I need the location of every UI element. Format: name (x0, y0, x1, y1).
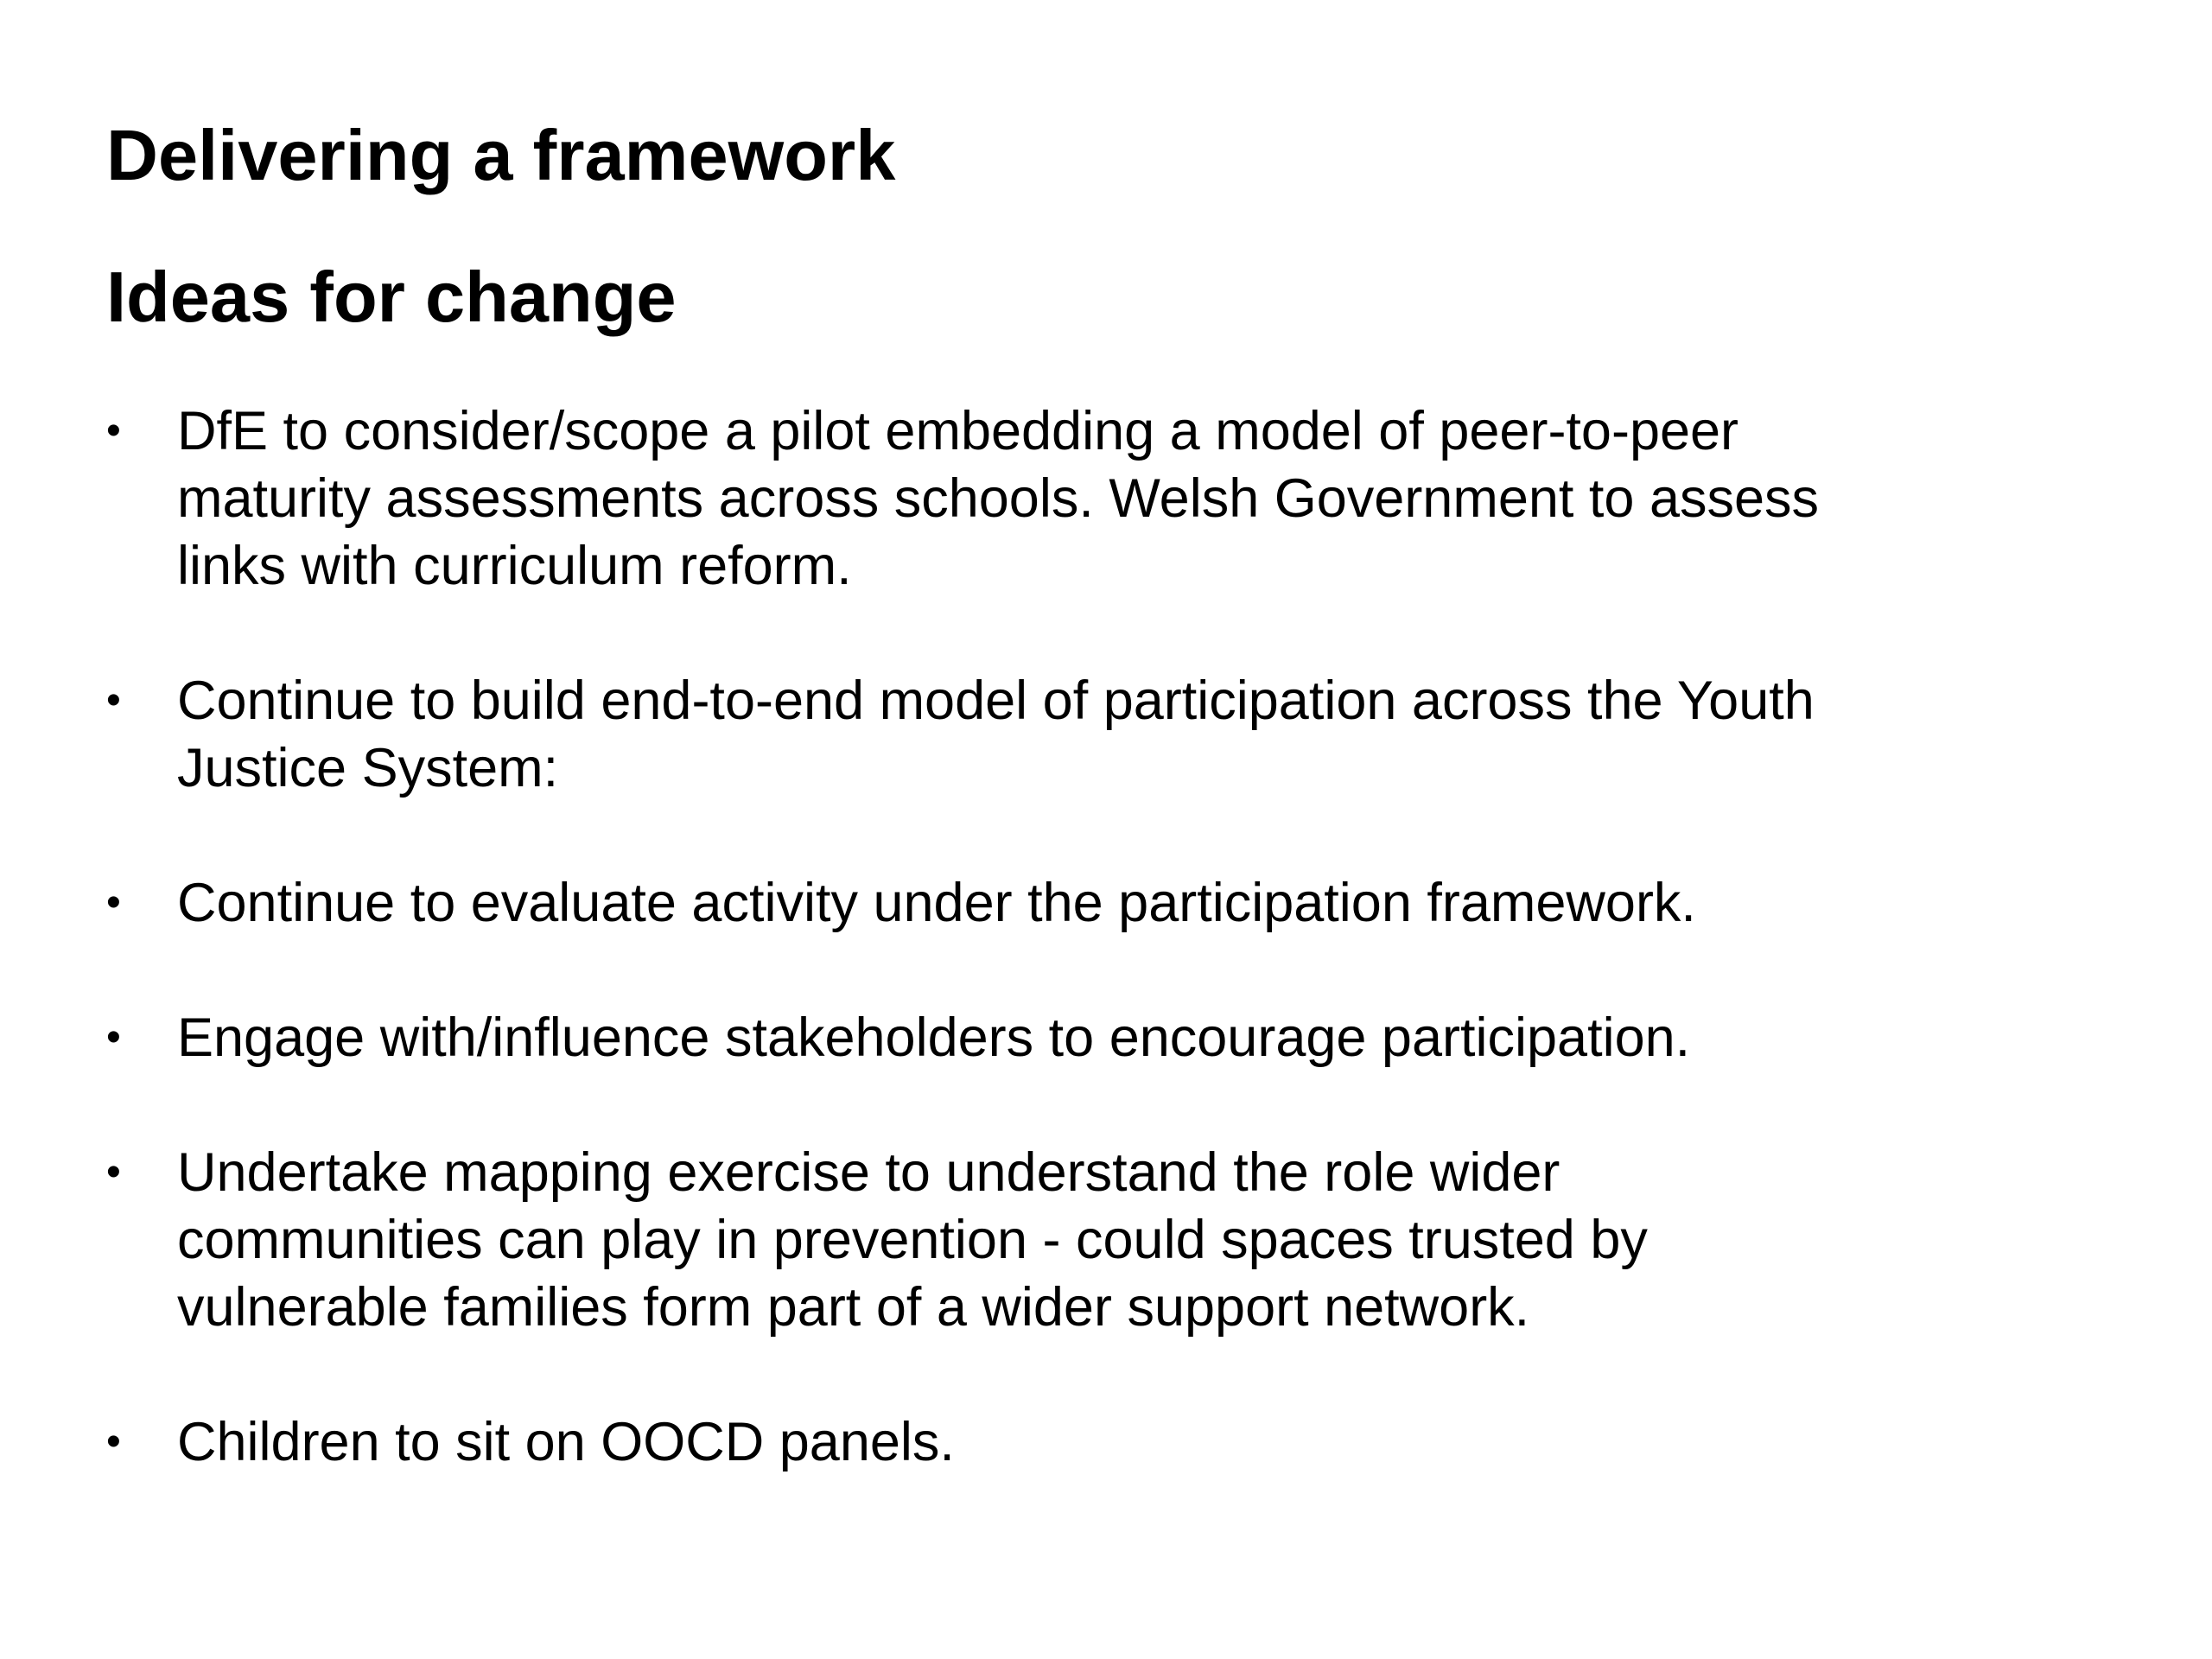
bullet-line: Engage with/influence stakeholders to encourage participation. (177, 1007, 1691, 1068)
bullet-text (177, 869, 1955, 937)
bullet-item (106, 1408, 1955, 1476)
bullet-icon: • (106, 677, 121, 723)
bullet-line: maturity assessments across schools. Welsh Government to assess (177, 468, 1820, 529)
bullet-item (106, 1139, 1955, 1341)
bullet-line: vulnerable families form part of a wider support network. (177, 1277, 1530, 1338)
bullet-list (106, 397, 1955, 1476)
bullet-text (177, 1139, 1955, 1341)
bullet-icon: • (106, 1014, 121, 1060)
bullet-line: Continue to evaluate activity under the participation framework. (177, 873, 1696, 933)
bullet-line: communities can play in prevention - could spaces trusted by (177, 1210, 1648, 1270)
bullet-icon: • (106, 1419, 121, 1465)
bullet-item (106, 397, 1955, 600)
bullet-line: Children to sit on OOCD panels. (177, 1412, 955, 1472)
bullet-item (106, 1004, 1955, 1071)
bullet-line: links with curriculum reform. (177, 536, 852, 596)
bullet-icon: • (106, 1149, 121, 1195)
bullet-icon: • (106, 408, 121, 454)
bullet-text (177, 1004, 1955, 1071)
bullet-text (177, 1408, 1955, 1476)
bullet-text (177, 397, 1955, 600)
slide-subtitle: Ideas for change (106, 257, 677, 337)
bullet-icon: • (106, 880, 121, 925)
bullet-item (106, 667, 1955, 802)
bullet-line: Continue to build end-to-end model of participation across the Youth (177, 671, 1815, 731)
bullet-line: DfE to consider/scope a pilot embedding a model of peer-to-peer (177, 401, 1739, 461)
bullet-line: Undertake mapping exercise to understand the role wider (177, 1142, 1560, 1203)
slide-title: Delivering a framework (106, 115, 896, 195)
bullet-line: Justice System: (177, 738, 559, 798)
bullet-text (177, 667, 1955, 802)
bullet-item (106, 869, 1955, 937)
